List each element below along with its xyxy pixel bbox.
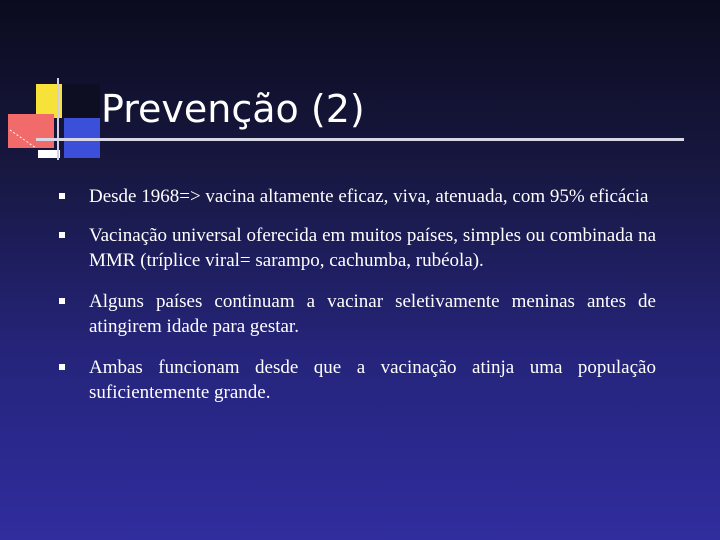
title-underline [36, 138, 684, 141]
bullet-item [56, 223, 656, 273]
bullet-list [56, 184, 656, 405]
bullet-text: Vacinação universal oferecida em muitos países, simples ou combinada na MMR (tríplice viral= sarampo, cachumba, rubéola). [89, 225, 656, 271]
decorative-squares-logo [0, 0, 110, 170]
bullet-text: Desde 1968=> vacina altamente eficaz, viva, atenuada, com 95% eficácia [89, 186, 649, 207]
bullet-square-icon [59, 364, 65, 370]
bullet-square-icon [59, 193, 65, 199]
slide-title: Prevenção (2) [101, 87, 365, 131]
bullet-item [56, 355, 656, 405]
bullet-square-icon [59, 298, 65, 304]
bullet-text: Ambas funcionam desde que a vacinação atinja uma população suficientemente grande. [89, 357, 656, 403]
deco-dark-square [62, 84, 100, 118]
bullet-item [56, 184, 656, 209]
deco-white-bar [38, 150, 60, 158]
bullet-text: Alguns países continuam a vacinar seletivamente meninas antes de atingirem idade para gestar. [89, 291, 656, 337]
deco-red-square [8, 114, 54, 148]
bullet-item [56, 289, 656, 339]
bullet-square-icon [59, 232, 65, 238]
